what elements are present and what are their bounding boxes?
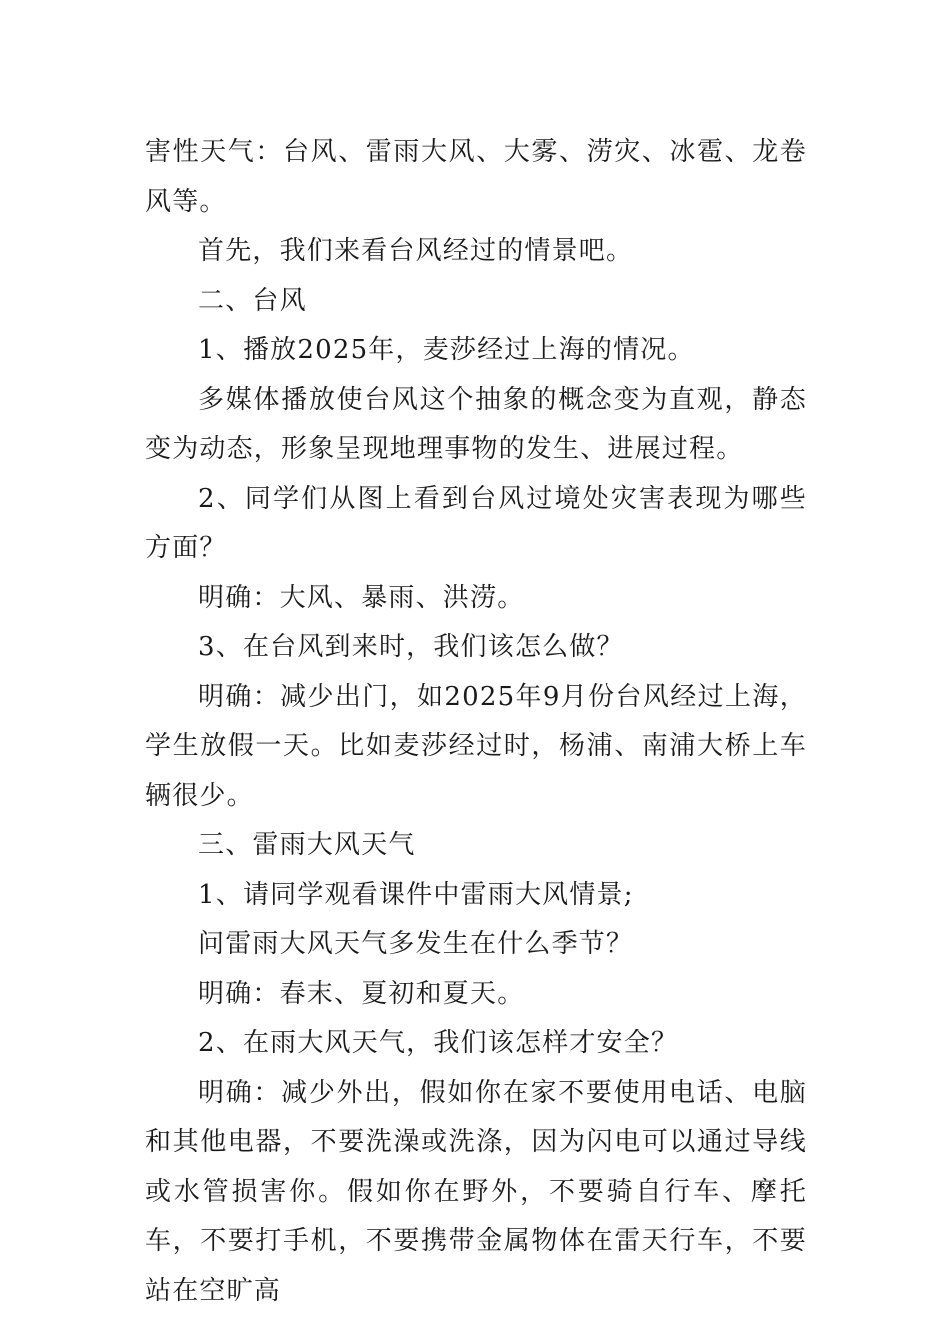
answer-paragraph: 明确：减少外出，假如你在家不要使用电话、电脑和其他电器，不要洗澡或洗涤，因为闪电可以通过导线或水管损害你。假如你在野外，不要骑自行车、摩托车，不要打手机，不要携带金属物体在雷天行车，不要站在空旷高: [145, 1077, 807, 1306]
document-page: [145, 128, 807, 1316]
list-item: 1、请同学观看课件中雷雨大风情景;: [198, 879, 634, 910]
answer-paragraph: 明确：大风、暴雨、洪涝。: [198, 582, 525, 613]
section-heading-thunderstorm: 三、雷雨大风天气: [198, 830, 416, 860]
paragraph-intro: 首先，我们来看台风经过的情景吧。: [198, 236, 634, 266]
list-item: 1、播放2025年，麦莎经过上海的情况。: [198, 335, 695, 365]
paragraph: 多媒体播放使台风这个抽象的概念变为直观，静态变为动态，形象呈现地理事物的发生、进展过程。: [145, 384, 807, 464]
answer-paragraph: 明确：春末、夏初和夏天。: [198, 978, 525, 1009]
section-heading-typhoon: 二、台风: [198, 285, 307, 316]
list-item: 2、在雨大风天气，我们该怎样才安全？: [198, 1028, 679, 1058]
paragraph-continued: 害性天气：台风、雷雨大风、大雾、涝灾、冰雹、龙卷风等。: [145, 137, 807, 217]
question-paragraph: 问雷雨大风天气多发生在什么季节？: [198, 929, 634, 959]
answer-paragraph: 明确：减少出门，如2025年9月份台风经过上海，学生放假一天。比如麦莎经过时，杨浦、南浦大桥上车辆很少。: [145, 681, 807, 811]
list-item: 2、同学们从图上看到台风过境处灾害表现为哪些方面？: [145, 483, 807, 563]
list-item: 3、在台风到来时，我们该怎么做？: [198, 632, 624, 662]
